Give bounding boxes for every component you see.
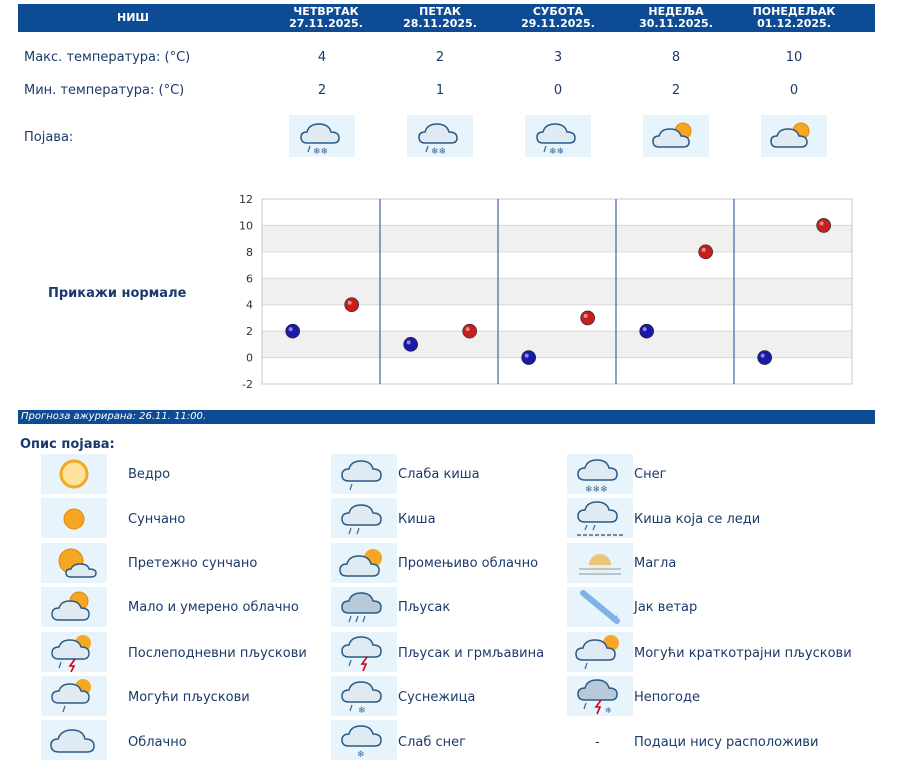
legend-label: Ведро <box>128 467 171 482</box>
show-normals-link[interactable]: Прикажи нормале <box>48 286 187 301</box>
min-temp-point <box>758 351 772 365</box>
legend-label: Претежно сунчано <box>128 556 258 571</box>
min-temp-label: Мин. температура: (°C) <box>24 83 185 98</box>
possible-showers-icon <box>41 676 107 716</box>
legend-label: Снег <box>634 467 667 482</box>
legend-label: Могући пљускови <box>128 690 250 705</box>
legend-label: Мало и умерено облачно <box>128 600 299 615</box>
legend-label: Слаб снег <box>398 735 466 750</box>
svg-text:❄❄: ❄❄ <box>313 147 329 157</box>
forecast-updated-bar <box>18 410 875 424</box>
short-showers-icon <box>567 632 633 672</box>
afternoon-showers-icon <box>41 632 107 672</box>
legend-label: Магла <box>634 556 677 571</box>
shower-icon <box>331 587 397 627</box>
y-tick-label: 12 <box>239 193 253 206</box>
light-snow-icon <box>331 720 397 760</box>
min-temp-value: 2 <box>671 83 681 98</box>
y-tick-label: 6 <box>246 272 253 286</box>
freezing-rain-icon <box>567 498 633 538</box>
max-temp-point <box>463 324 477 338</box>
svg-text:❄❄❄: ❄❄❄ <box>585 485 608 494</box>
min-temp-value: 1 <box>435 83 445 98</box>
legend-label: Послеподневни пљускови <box>128 646 307 661</box>
min-temp-value: 2 <box>317 83 327 98</box>
legend-label: Киша која се леди <box>634 512 761 527</box>
point-highlight <box>761 354 765 358</box>
point-highlight <box>525 354 529 358</box>
mostly-sunny-icon <box>41 543 107 583</box>
day-header-1: ЧЕТВРТАК 27.11.2025. <box>289 5 363 30</box>
chart-band <box>262 252 852 278</box>
light-rain-icon <box>331 454 397 494</box>
legend-label: Облачно <box>128 735 187 750</box>
sunny-icon <box>41 498 107 538</box>
point-highlight <box>466 327 470 331</box>
storm-icon <box>567 676 633 716</box>
max-temp-value: 8 <box>671 50 681 65</box>
svg-text:❄: ❄ <box>357 750 365 760</box>
svg-text:❄: ❄ <box>605 706 612 715</box>
chart-band <box>262 199 852 225</box>
legend-label: Киша <box>398 512 436 527</box>
no-data-dash: - <box>595 735 600 750</box>
legend-label: Промењиво облачно <box>398 556 539 571</box>
max-temp-point <box>345 298 359 312</box>
legend-title: Опис појава: <box>20 437 115 452</box>
legend-label: Могући краткотрајни пљускови <box>634 646 852 661</box>
clear-sun-icon <box>41 454 107 494</box>
city-name: НИШ <box>116 11 149 24</box>
strong-wind-icon <box>567 587 633 627</box>
y-tick-label: -2 <box>242 378 253 391</box>
forecast-updated-text: Прогноза ажурирана: 26.11. 11:00. <box>21 411 207 422</box>
max-temp-value: 2 <box>435 50 445 65</box>
rain-icon <box>331 498 397 538</box>
legend-label: Сунчано <box>128 512 186 527</box>
svg-text:❄: ❄ <box>358 706 366 716</box>
min-temp-value: 0 <box>789 83 799 98</box>
cloudy-icon <box>41 720 107 760</box>
point-highlight <box>643 327 647 331</box>
day-header-2: ПЕТАК 28.11.2025. <box>403 5 477 30</box>
min-temp-point <box>522 351 536 365</box>
legend-label: Пљусак <box>398 600 451 615</box>
max-temp-value: 3 <box>553 50 563 65</box>
legend-label: Слаба киша <box>398 467 480 482</box>
y-tick-label: 8 <box>246 245 253 259</box>
min-temp-point <box>404 337 418 351</box>
variable-cloudy-icon <box>331 543 397 583</box>
snow-icon <box>567 454 633 494</box>
min-temp-point <box>640 324 654 338</box>
max-temp-label: Макс. температура: (°C) <box>24 50 191 65</box>
y-tick-label: 4 <box>246 298 253 312</box>
day-header-5: ПОНЕДЕЉАК 01.12.2025. <box>752 5 836 30</box>
min-temp-value: 0 <box>553 83 563 98</box>
max-temp-point <box>699 245 713 259</box>
legend-label: Суснежица <box>398 690 476 705</box>
max-temp-value: 4 <box>317 50 327 65</box>
fog-icon <box>567 543 633 583</box>
max-temp-value: 10 <box>785 50 803 65</box>
thunderstorm-icon <box>331 632 397 672</box>
max-temp-point <box>817 218 831 232</box>
point-highlight <box>348 301 352 305</box>
day-header-3: СУБОТА 29.11.2025. <box>521 5 595 30</box>
point-highlight <box>584 314 588 318</box>
y-tick-label: 2 <box>246 325 253 339</box>
svg-text:❄❄: ❄❄ <box>431 147 447 157</box>
partly-cloudy-icon <box>41 587 107 627</box>
day-header-4: НЕДЕЉА 30.11.2025. <box>639 5 713 30</box>
point-highlight <box>289 327 293 331</box>
max-temp-point <box>581 311 595 325</box>
phenomenon-label: Појава: <box>24 130 74 145</box>
point-highlight <box>820 221 824 225</box>
min-temp-point <box>286 324 300 338</box>
chart-band <box>262 225 852 251</box>
legend-label: Пљусак и грмљавина <box>398 646 545 661</box>
y-tick-label: 0 <box>246 351 253 365</box>
legend-label: Непогоде <box>634 690 700 705</box>
legend-label: Подаци нису расположиви <box>634 735 819 750</box>
point-highlight <box>407 340 411 344</box>
svg-text:❄❄: ❄❄ <box>549 147 565 157</box>
y-tick-label: 10 <box>239 219 253 233</box>
legend-label: Јак ветар <box>634 600 698 615</box>
sleet-icon <box>331 676 397 716</box>
point-highlight <box>702 248 706 252</box>
